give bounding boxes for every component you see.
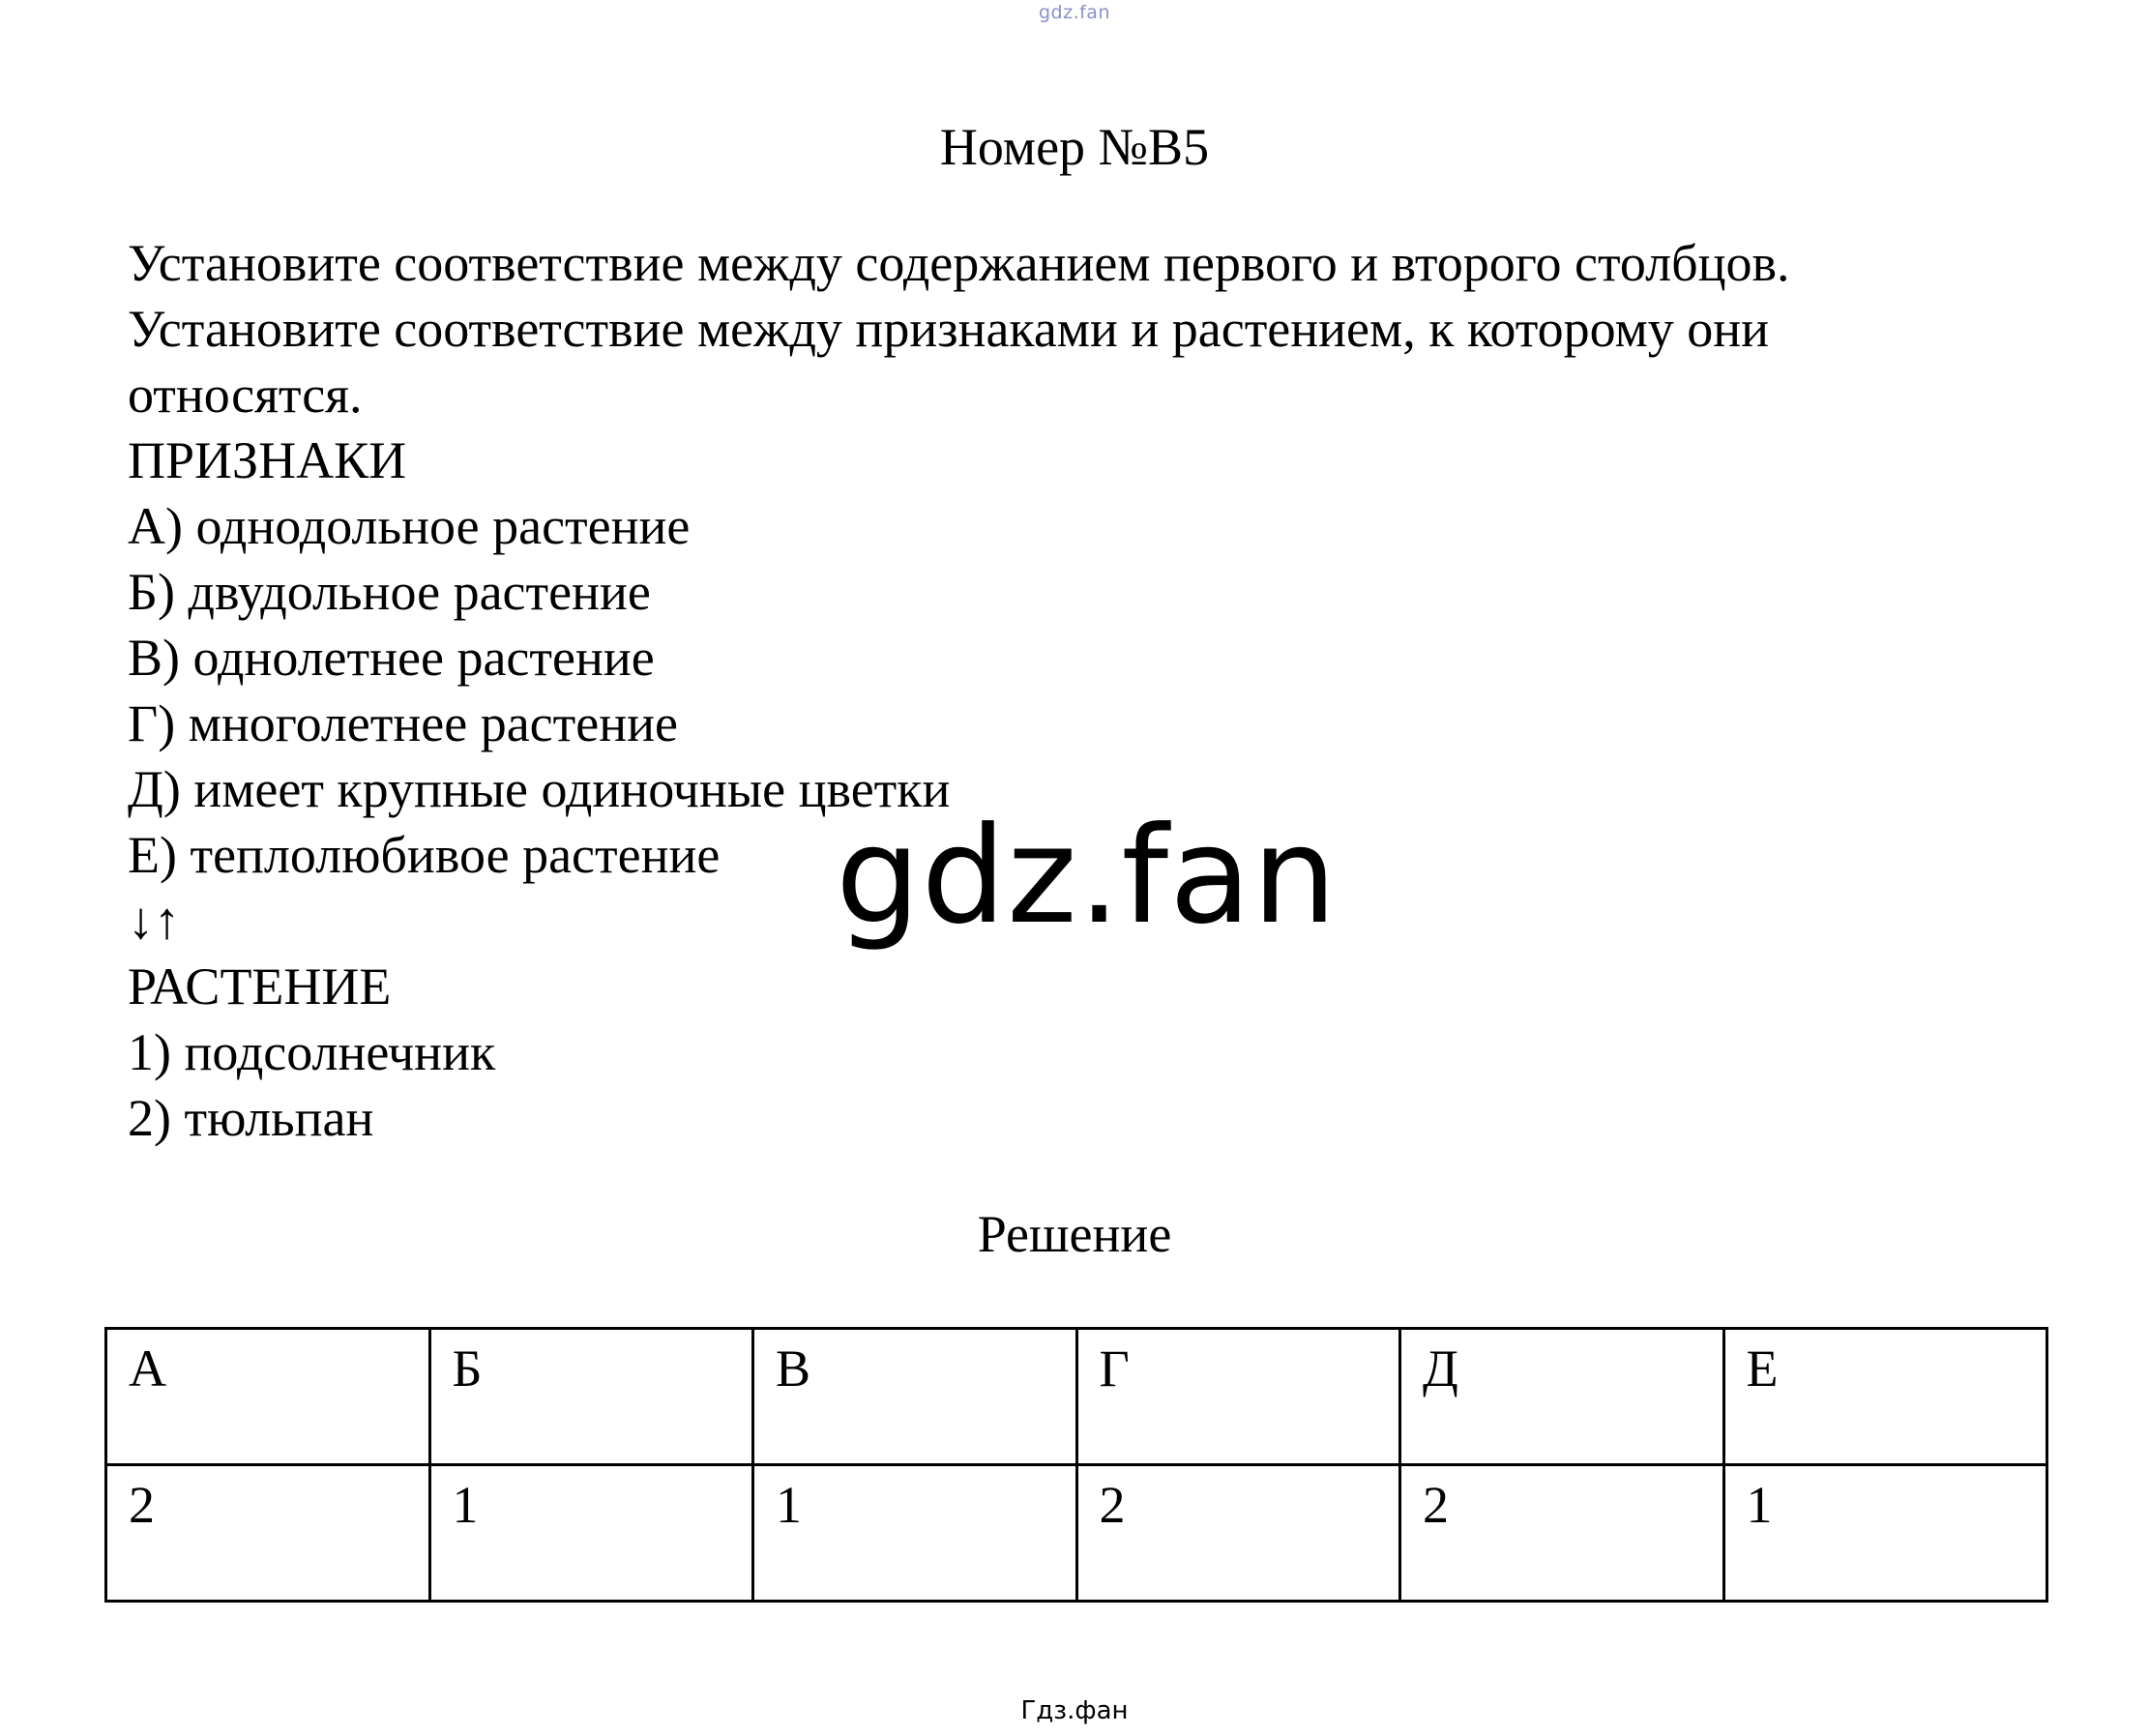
solution-title: Решение	[977, 1205, 1172, 1263]
arrows-symbol: ↓↑	[128, 892, 180, 950]
table-header-row	[106, 1329, 2047, 1465]
table-header-cell: Б	[429, 1329, 753, 1465]
table-cell: 2	[1400, 1465, 1724, 1602]
plant-item: 1) подсолнечник	[128, 1023, 496, 1081]
task-content	[128, 230, 2052, 1151]
answer-table	[104, 1327, 2048, 1603]
table-row	[106, 1465, 2047, 1602]
feature-item: В) однолетнее растение	[128, 629, 655, 687]
table-header-cell: Е	[1723, 1329, 2047, 1465]
plants-header: РАСТЕНИЕ	[128, 957, 392, 1015]
feature-item: Б) двудольное растение	[128, 563, 651, 621]
table-header-cell: В	[753, 1329, 1077, 1465]
plant-item: 2) тюльпан	[128, 1089, 374, 1147]
feature-item: Г) многолетнее растение	[128, 694, 678, 752]
table-cell: 1	[753, 1465, 1077, 1602]
table-cell: 2	[1076, 1465, 1400, 1602]
footer-text: Гдз.фан	[1020, 1696, 1129, 1725]
center-watermark: gdz.fan	[836, 798, 1339, 954]
task-line: Установите соответствие между признаками и растением, к которому они	[128, 300, 1770, 358]
table-header-cell: Д	[1400, 1329, 1724, 1465]
top-watermark: gdz.fan	[1038, 2, 1110, 23]
table-header-cell: А	[106, 1329, 430, 1465]
task-line: Установите соответствие между содержанием первого и второго столбцов.	[128, 234, 1790, 292]
table-cell: 2	[106, 1465, 430, 1602]
table-header-cell: Г	[1076, 1329, 1400, 1465]
task-line: относятся.	[128, 366, 363, 424]
features-header: ПРИЗНАКИ	[128, 431, 407, 489]
page-title: Номер №B5	[939, 118, 1210, 176]
feature-item: А) однодольное растение	[128, 497, 691, 555]
table-cell: 1	[1723, 1465, 2047, 1602]
feature-item: Е) теплолюбивое растение	[128, 826, 721, 884]
table-cell: 1	[429, 1465, 753, 1602]
feature-item: Д) имеет крупные одиночные цветки	[128, 760, 951, 818]
